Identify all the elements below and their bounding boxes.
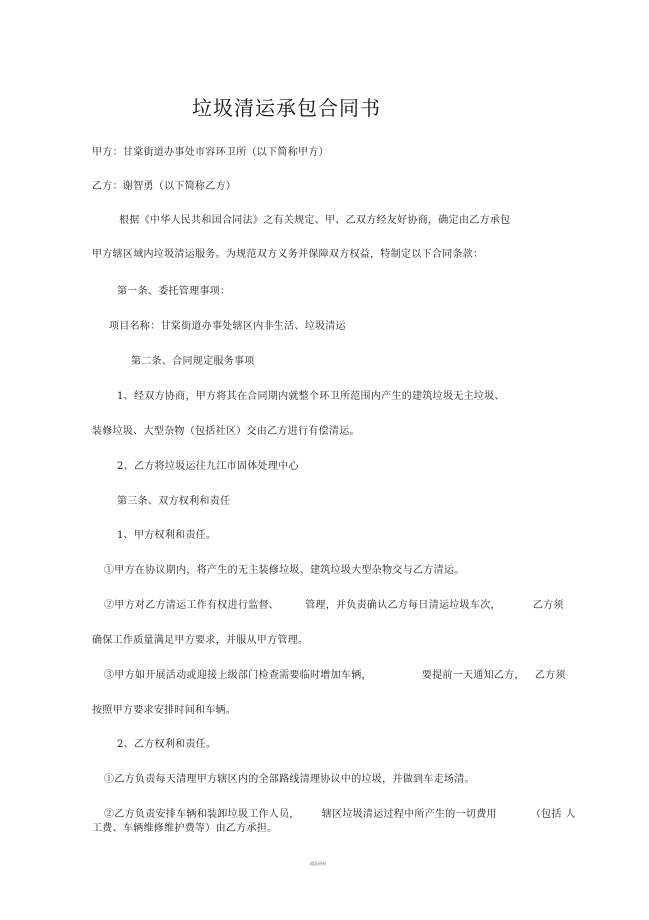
party-b-rights-item-2-line-1	[104, 808, 576, 822]
party-b-rights-heading: 2、乙方权利和责任。	[117, 739, 217, 750]
text-segment: 辖区垃圾清运过程中所产生的一切费用	[321, 809, 497, 820]
article-1-heading: 第一条、委托管理事项：	[117, 286, 231, 297]
text-segment: 乙方须	[534, 670, 566, 681]
text-segment: ③甲方如开展活动或迎接上级部门检查需要临时增加车辆，	[104, 670, 372, 681]
text-segment: 乙方须	[532, 600, 564, 611]
text-segment: 要提前一天通知乙方，	[421, 670, 525, 681]
service-item-1-line-2: 装修垃圾、大型杂物（包括社区）交由乙方进行有偿清运。	[92, 426, 360, 437]
service-item-1-line-1: 1、经双方协商，甲方将其在合同期内就整个环卫所范围内产生的建筑垃圾无主垃圾、	[117, 391, 505, 402]
intro-paragraph-line-2: 甲方辖区域内垃圾清运服务。为规范双方义务并保障双方权益，特制定以下合同条款：	[92, 249, 484, 260]
project-name-line: 项目名称：甘棠街道办事处辖区内非生活、垃圾清运	[109, 321, 346, 332]
document-title: 垃圾清运承包合同书	[192, 96, 381, 120]
party-a-rights-heading: 1、甲方权利和责任。	[117, 530, 217, 541]
page-footer: 精品资料	[310, 861, 326, 866]
party-a-rights-item-1: ①甲方在协议期内，将产生的无主装修垃圾、建筑垃圾大型杂物交与乙方清运。	[104, 565, 465, 576]
text-segment: ②甲方对乙方清运工作有权进行监督、	[104, 600, 280, 611]
text-segment: （包括 人	[530, 809, 576, 820]
party-a-rights-item-2-line-1	[104, 599, 564, 613]
article-3-heading: 第三条、双方权利和责任	[117, 496, 231, 507]
party-a-rights-item-2-line-2: 确保工作质量满足甲方要求，并服从甲方管理。	[92, 635, 309, 646]
service-item-2-line: 2、乙方将垃圾运往九江市固体处理中心	[117, 461, 299, 472]
party-a-line: 甲方：甘棠街道办事处市容环卫所（以下简称甲方）	[92, 147, 329, 158]
party-b-rights-item-2-line-2: 工费、车辆维修维护费等）由乙方承担。	[92, 823, 278, 834]
party-a-rights-item-3-line-1	[104, 669, 566, 683]
article-2-heading: 第二条、合同规定服务事项	[131, 356, 255, 367]
text-segment: ②乙方负责安排车辆和装卸垃圾工作人员，	[104, 809, 300, 820]
intro-paragraph-line-1: 根据《中华人民共和国合同法》之有关规定、甲、乙双方经友好协商，确定由乙方承包	[119, 215, 511, 226]
party-a-rights-item-3-line-2: 按照甲方要求安排时间和车辆。	[92, 705, 237, 716]
text-segment: 管理，并负责确认乙方每日清运垃圾车次，	[305, 600, 501, 611]
party-b-line: 乙方：谢智勇（以下简称乙方）	[92, 181, 237, 192]
party-b-rights-item-1: ①乙方负责每天清理甲方辖区内的全部路线清理协议中的垃圾，并做到车走场清。	[104, 774, 475, 785]
